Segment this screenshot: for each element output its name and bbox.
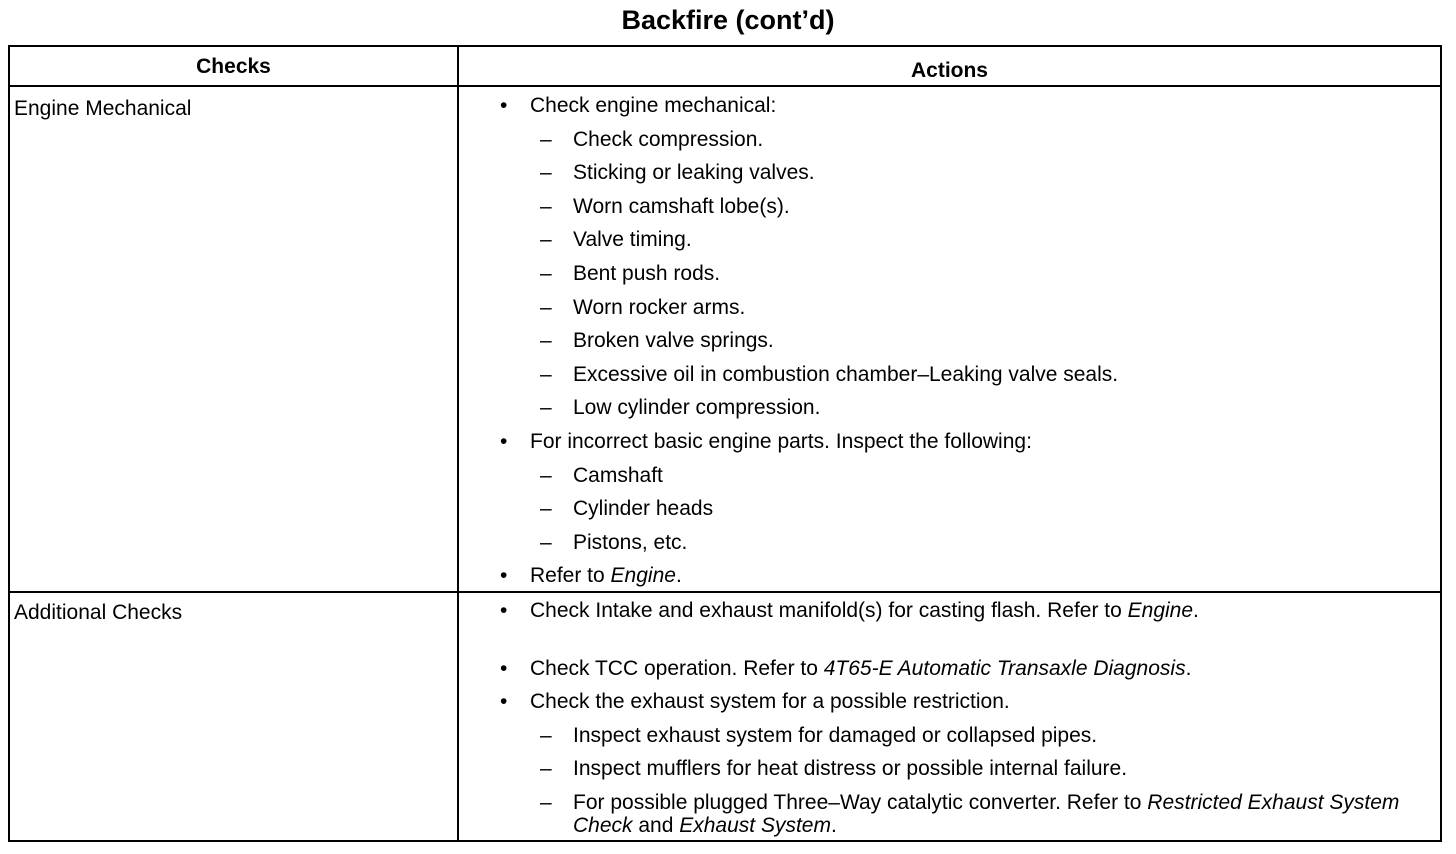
bullet-marker: • xyxy=(500,564,508,588)
sub-item xyxy=(500,358,1400,392)
item-text: Valve timing. xyxy=(573,228,692,252)
dash-marker: – xyxy=(540,261,552,285)
item-text: Low cylinder compression. xyxy=(573,396,821,420)
item-text: Inspect exhaust system for damaged or collapsed pipes. xyxy=(573,723,1098,747)
sub-item xyxy=(500,223,1400,257)
sub-item xyxy=(500,391,1400,425)
bullet-item xyxy=(500,652,1400,686)
dash-marker: – xyxy=(540,161,552,185)
item-text: Check engine mechanical: xyxy=(530,94,777,117)
item-text: Check TCC operation. Refer to 4T65-E Automatic Transaxle Diagnosis. xyxy=(530,656,1192,680)
column-divider xyxy=(457,47,459,840)
dash-marker: – xyxy=(540,790,552,814)
item-text: Check the exhaust system for a possible restriction. xyxy=(530,690,1010,714)
sub-item xyxy=(500,459,1400,493)
reference-link-text: Restricted Exhaust System Check xyxy=(573,790,1400,837)
item-text: Check Intake and exhaust manifold(s) for casting flash. Refer to Engine. xyxy=(530,599,1199,622)
bullet-marker: • xyxy=(500,94,508,117)
check-engine-mechanical: Engine Mechanical xyxy=(14,97,192,120)
sub-item xyxy=(500,257,1400,291)
bullet-marker: • xyxy=(500,656,508,680)
dash-marker: – xyxy=(540,228,552,252)
dash-marker: – xyxy=(540,194,552,218)
page-title: Backfire (cont’d) xyxy=(621,5,835,35)
sub-item xyxy=(500,156,1400,190)
reference-link-text: Exhaust System xyxy=(679,813,831,837)
bullet-item xyxy=(500,425,1400,459)
reference-link-text: 4T65-E Automatic Transaxle Diagnosis xyxy=(823,656,1186,680)
bullet-marker: • xyxy=(500,429,508,453)
item-text: Excessive oil in combustion chamber–Leaking valve seals. xyxy=(573,362,1119,386)
dash-marker: – xyxy=(540,362,552,386)
bullet-item xyxy=(500,89,1400,123)
header-checks: Checks xyxy=(196,55,271,78)
reference-link-text: Engine xyxy=(610,564,676,588)
dash-marker: – xyxy=(540,463,552,487)
bullet-item xyxy=(500,594,1400,628)
item-text: Check compression. xyxy=(573,127,764,151)
sub-item xyxy=(500,123,1400,157)
actions-engine-mechanical xyxy=(500,89,1400,593)
spacer xyxy=(500,628,1400,652)
check-additional-checks: Additional Checks xyxy=(14,601,183,624)
bullet-marker: • xyxy=(500,690,508,714)
item-text: Cylinder heads xyxy=(573,497,714,521)
bullet-marker: • xyxy=(500,599,508,622)
dash-marker: – xyxy=(540,396,552,420)
item-text: Refer to Engine. xyxy=(530,564,682,588)
item-text: Camshaft xyxy=(573,463,663,487)
sub-item xyxy=(500,324,1400,358)
dash-marker: – xyxy=(540,723,552,747)
header-divider xyxy=(10,85,1440,87)
diagnostic-table xyxy=(8,45,1442,842)
sub-item xyxy=(500,786,1400,837)
header-actions: Actions xyxy=(910,59,988,82)
bullet-item xyxy=(500,685,1400,719)
item-text: For incorrect basic engine parts. Inspect the following: xyxy=(530,429,1032,453)
dash-marker: – xyxy=(540,497,552,521)
item-text: Bent push rods. xyxy=(573,261,721,285)
bullet-item xyxy=(500,559,1400,593)
reference-link-text: Engine xyxy=(1127,599,1194,622)
sub-item xyxy=(500,719,1400,753)
item-text: Inspect mufflers for heat distress or possible internal failure. xyxy=(573,757,1128,781)
sub-item xyxy=(500,492,1400,526)
actions-additional-checks xyxy=(500,594,1400,837)
sub-item xyxy=(500,190,1400,224)
sub-item xyxy=(500,291,1400,325)
sub-item xyxy=(500,526,1400,560)
dash-marker: – xyxy=(540,295,552,319)
dash-marker: – xyxy=(540,329,552,353)
dash-marker: – xyxy=(540,757,552,781)
dash-marker: – xyxy=(540,127,552,151)
item-text: For possible plugged Three–Way catalytic converter. Refer to Restricted Exhaust System Check and Exhaust System. xyxy=(573,790,1400,837)
item-text: Broken valve springs. xyxy=(573,329,774,353)
dash-marker: – xyxy=(540,530,552,554)
item-text: Worn rocker arms. xyxy=(573,295,746,319)
sub-item xyxy=(500,752,1400,786)
item-text: Worn camshaft lobe(s). xyxy=(573,194,790,218)
item-text: Sticking or leaking valves. xyxy=(573,161,815,185)
item-text: Pistons, etc. xyxy=(573,530,688,554)
